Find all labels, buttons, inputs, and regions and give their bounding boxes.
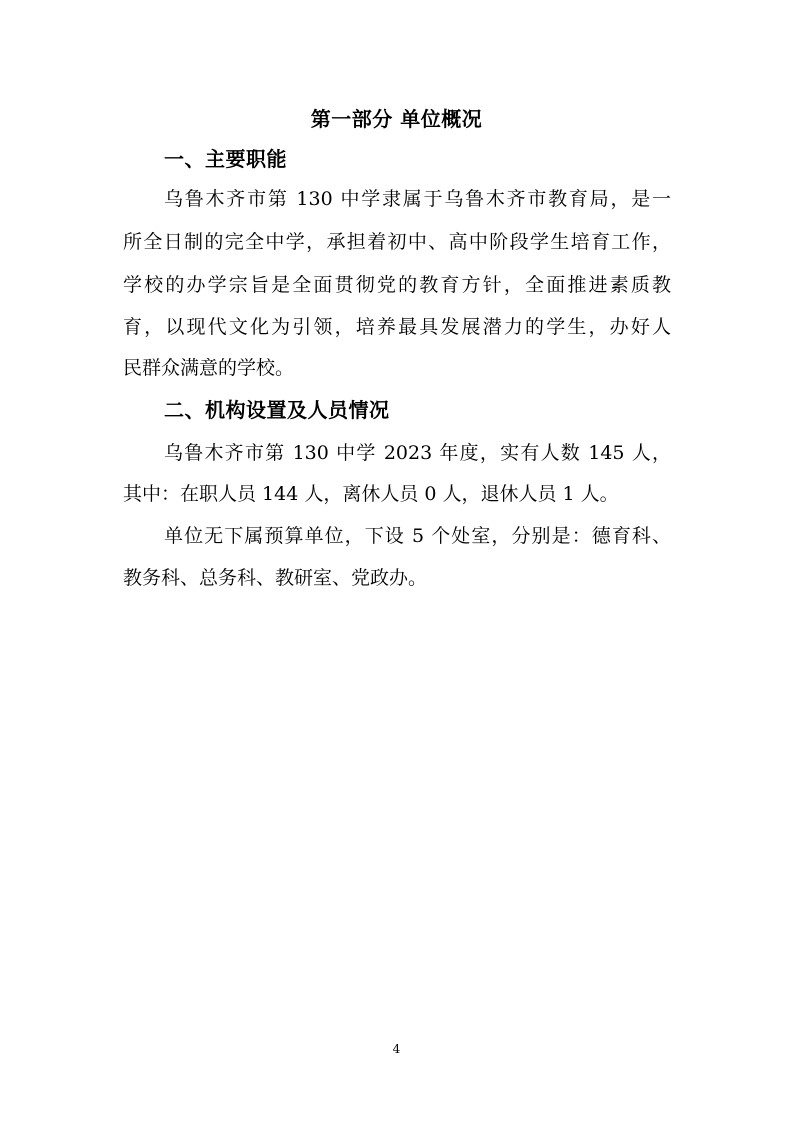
- paragraph-line: 单位无下属预算单位，下设 5 个处室，分别是：德育科、: [164, 525, 671, 547]
- paragraph-line: 学校的办学宗旨是全面贯彻党的教育方针，全面推进素质教: [123, 274, 671, 296]
- section-heading-organization-staff: 二、机构设置及人员情况: [164, 398, 390, 422]
- paragraph-line: 所全日制的完全中学，承担着初中、高中阶段学生培育工作，: [123, 231, 671, 253]
- paragraph-line: 其中：在职人员 144 人，离休人员 0 人，退休人员 1 人。: [123, 483, 619, 505]
- page-title: 第一部分 单位概况: [310, 107, 483, 131]
- section-heading-main-functions: 一、主要职能: [164, 147, 287, 171]
- paragraph-line: 育，以现代文化为引领，培养最具发展潜力的学生，办好人: [123, 316, 671, 338]
- page-number: 4: [392, 1042, 401, 1056]
- paragraph-line: 教务科、总务科、教研室、党政办。: [123, 567, 428, 589]
- paragraph-line: 乌鲁木齐市第 130 中学隶属于乌鲁木齐市教育局，是一: [164, 188, 671, 210]
- paragraph-line: 民群众满意的学校。: [123, 357, 295, 379]
- paragraph-line: 乌鲁木齐市第 130 中学 2023 年度，实有人数 145 人，: [164, 442, 671, 464]
